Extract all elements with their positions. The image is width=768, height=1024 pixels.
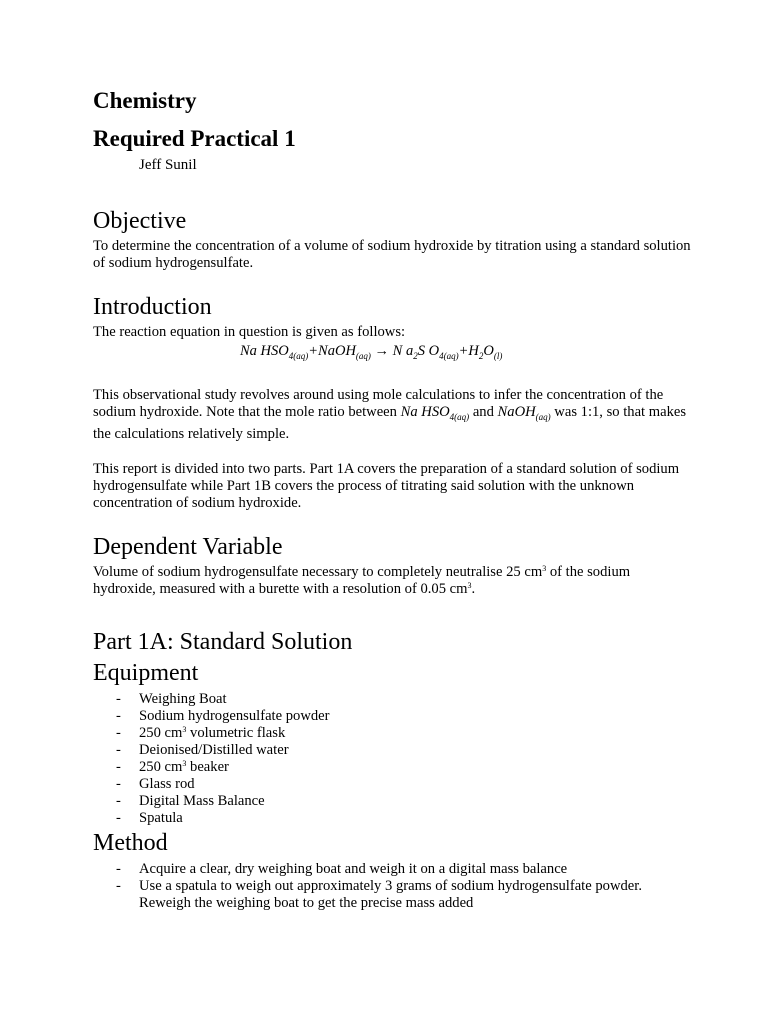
eq-product-1b: S O: [417, 343, 440, 359]
list-item: [93, 793, 330, 810]
intro-p1-formula-1-sub: 4(aq): [449, 411, 470, 422]
list-item: [93, 759, 330, 776]
eq-product-2b-sub: (l): [493, 350, 503, 361]
part1a-heading: Part 1A: Standard Solution: [93, 629, 353, 655]
list-item: [93, 708, 330, 725]
equipment-item-text: Weighing Boat: [139, 691, 227, 707]
list-item: [93, 776, 330, 793]
eq-product-2a-sub: 2: [478, 350, 484, 361]
eq-plus-1: +: [308, 343, 319, 359]
objective-heading: Objective: [93, 208, 187, 234]
equipment-item-text-post: volumetric flask: [186, 725, 286, 741]
document-subtitle: Required Practical 1: [93, 126, 296, 151]
equipment-item-text: Sodium hydrogensulfate powder: [139, 708, 330, 724]
dv-text-c: .: [471, 581, 476, 597]
equipment-item-text: Digital Mass Balance: [139, 793, 265, 809]
equipment-item-text: Glass rod: [139, 776, 195, 792]
dv-sup-1: 3: [542, 564, 547, 573]
intro-line: The reaction equation in question is given as follows:: [93, 324, 406, 340]
dependent-variable-heading: Dependent Variable: [93, 534, 283, 560]
list-item: [93, 742, 330, 759]
list-item: [93, 861, 693, 878]
list-item: [93, 725, 330, 742]
eq-reactant-1: Na HSO: [240, 343, 289, 359]
bullet-dash: -: [116, 861, 121, 877]
equipment-item-text-post: beaker: [186, 759, 229, 775]
bullet-dash: -: [116, 725, 121, 741]
document-title: Chemistry: [93, 88, 197, 113]
bullet-dash: -: [116, 878, 121, 894]
bullet-dash: -: [116, 708, 121, 724]
eq-reactant-1-sub: 4(aq): [288, 350, 309, 361]
intro-p1-text-a: This observational study revolves around using mole calculations to infer the concentration of the sodium hydroxide. Note that the mole ratio between: [93, 387, 664, 420]
intro-paragraph-1: [93, 387, 693, 443]
equipment-item-sup: 3: [182, 759, 187, 768]
method-step-text: Acquire a clear, dry weighing boat and weigh it on a digital mass balance: [139, 861, 568, 877]
equipment-item-sup: 3: [182, 725, 187, 734]
intro-p1-formula-2: NaOH: [497, 404, 536, 420]
introduction-heading: Introduction: [93, 294, 212, 320]
bullet-dash: -: [116, 691, 121, 707]
eq-product-1a-sub: 2: [413, 350, 418, 361]
eq-product-1a: N a: [392, 343, 414, 359]
eq-reactant-2: NaOH: [318, 343, 356, 359]
intro-p1-formula-2-sub: (aq): [535, 411, 551, 422]
dv-sup-2: 3: [467, 581, 472, 590]
dependent-variable-text: [93, 564, 693, 598]
equipment-list: [93, 691, 330, 827]
dv-text-b: of the sodium hydroxide, measured with a burette with a resolution of 0.05 cm: [93, 564, 631, 597]
reaction-equation: [240, 343, 502, 361]
bullet-dash: -: [116, 793, 121, 809]
list-item: [93, 878, 693, 912]
eq-product-2b: O: [483, 343, 494, 359]
list-item: [93, 810, 330, 827]
equipment-item-text: Deionised/Distilled water: [139, 742, 289, 758]
eq-reactant-2-sub: (aq): [355, 350, 371, 361]
objective-text: To determine the concentration of a volume of sodium hydroxide by titration using a standard solution of sodium hydrogensulfate.: [93, 238, 691, 271]
equipment-heading: Equipment: [93, 660, 199, 686]
eq-plus-2: +: [458, 343, 469, 359]
equipment-item-text: 250 cm: [139, 759, 183, 775]
bullet-dash: -: [116, 759, 121, 775]
method-list: [93, 861, 693, 912]
eq-product-2a: H: [468, 343, 479, 359]
intro-p1-and: and: [469, 404, 498, 420]
eq-product-1b-sub: 4(aq): [439, 350, 459, 361]
author-name: Jeff Sunil: [139, 157, 197, 173]
bullet-dash: -: [116, 810, 121, 826]
intro-p1-text-b: was 1:1, so that makes the calculations relatively simple.: [93, 404, 687, 442]
dv-text-a: Volume of sodium hydrogensulfate necessary to completely neutralise 25 cm: [93, 564, 543, 580]
bullet-dash: -: [116, 742, 121, 758]
list-item: [93, 691, 330, 708]
intro-paragraph-2: This report is divided into two parts. Part 1A covers the preparation of a standard solution of sodium hydrogensulfate while Part 1B covers the process of titrating said solution with the unknown concentration of sodium hydroxide.: [93, 461, 680, 511]
method-heading: Method: [93, 830, 168, 856]
equipment-item-text: Spatula: [139, 810, 183, 826]
intro-p1-formula-1: Na HSO: [400, 404, 450, 420]
bullet-dash: -: [116, 776, 121, 792]
eq-arrow: →: [374, 343, 390, 359]
equipment-item-text: 250 cm: [139, 725, 183, 741]
method-step-text: Use a spatula to weigh out approximately 3 grams of sodium hydrogensulfate powder. Reweigh the weighing boat to get the precise mass added: [139, 878, 642, 911]
